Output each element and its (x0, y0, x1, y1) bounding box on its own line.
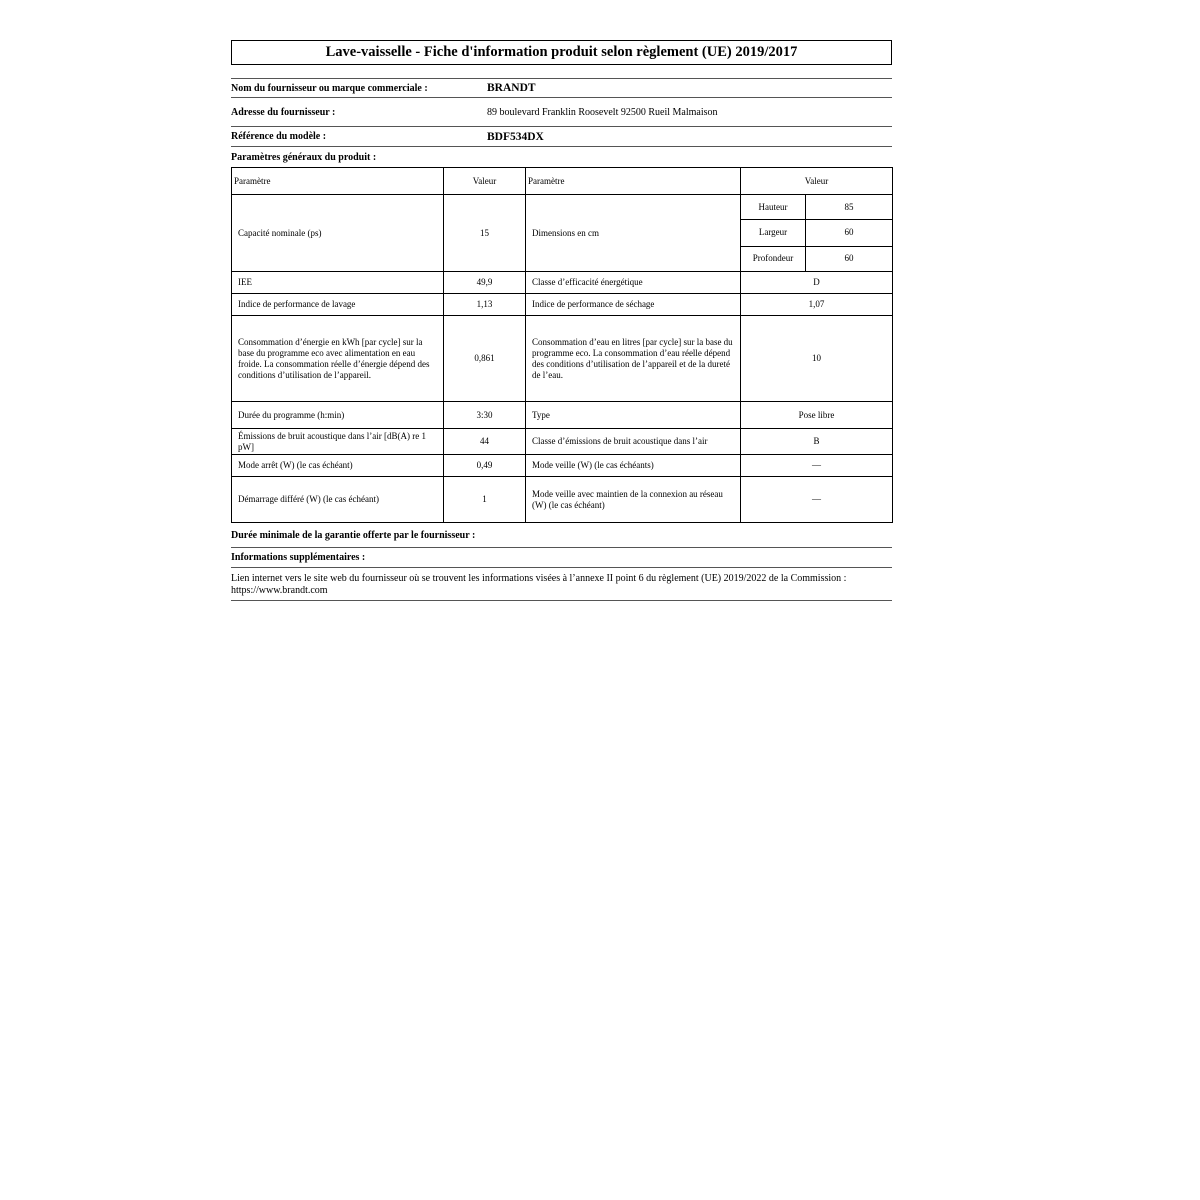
supplier-address-value: 89 boulevard Franklin Roosevelt 92500 Rueil Malmaison (487, 106, 718, 118)
supplier-address-row (231, 98, 892, 127)
noise-emissions-label: Émissions de bruit acoustique dans l’air [dB(A) re 1 pW] (232, 429, 444, 455)
noise-class-value: B (741, 429, 893, 455)
header-param-2: Paramètre (526, 168, 741, 195)
noise-emissions-value: 44 (444, 429, 526, 455)
product-information-sheet (231, 40, 892, 601)
supplier-name-label: Nom du fournisseur ou marque commerciale : (231, 82, 428, 94)
off-mode-value: 0,49 (444, 455, 526, 477)
iee-value: 49,9 (444, 272, 526, 294)
extra-info-row (231, 548, 892, 568)
capacity-label: Capacité nominale (ps) (232, 195, 444, 272)
table-row (232, 477, 893, 523)
width-label: Largeur (741, 220, 806, 246)
delay-start-value: 1 (444, 477, 526, 523)
dimensions-subtable (741, 195, 892, 271)
document-title: Lave-vaisselle - Fiche d'information produit selon règlement (UE) 2019/2017 (231, 40, 892, 65)
table-row (232, 294, 893, 316)
supplier-link-block (231, 568, 892, 601)
depth-value: 60 (806, 246, 893, 271)
table-row (232, 429, 893, 455)
energy-consumption-label: Consommation d’énergie en kWh [par cycle] sur la base du programme eco avec alimentation en eau froide. La consommation réelle d’énergie dépend des conditions d’utilisation de l’appareil. (232, 316, 444, 402)
header-param-1: Paramètre (232, 168, 444, 195)
table-row (232, 272, 893, 294)
water-consumption-label: Consommation d’eau en litres [par cycle] sur la base du programme eco. La consommation d’eau réelle dépend des conditions d’utilisation de l’appareil et de la dureté de l’eau. (526, 316, 741, 402)
warranty-label: Durée minimale de la garantie offerte par le fournisseur : (231, 529, 476, 541)
supplier-address-label: Adresse du fournisseur : (231, 106, 336, 118)
supplier-website-link[interactable]: https://www.brandt.com (231, 585, 328, 596)
height-value: 85 (844, 201, 854, 212)
wash-index-value: 1,13 (444, 294, 526, 316)
supplier-name-value: BRANDT (487, 82, 536, 94)
off-mode-label: Mode arrêt (W) (le cas échéant) (232, 455, 444, 477)
energy-consumption-value: 0,861 (444, 316, 526, 402)
program-duration-label: Durée du programme (h:min) (232, 402, 444, 429)
link-description: Lien internet vers le site web du fournisseur où se trouvent les informations visées à l’annexe II point 6 du règlement (UE) 2019/2022 de la Commission : (231, 573, 847, 584)
table-header-row (232, 168, 893, 195)
wash-index-label: Indice de performance de lavage (232, 294, 444, 316)
delay-start-label: Démarrage différé (W) (le cas échéant) (232, 477, 444, 523)
program-duration-value: 3:30 (444, 402, 526, 429)
warranty-row (231, 523, 892, 548)
width-value: 60 (806, 220, 893, 246)
dimensions-label: Dimensions en cm (526, 195, 741, 272)
iee-label: IEE (232, 272, 444, 294)
networked-standby-value: — (741, 477, 893, 523)
energy-class-value: D (741, 272, 893, 294)
water-consumption-value: 10 (741, 316, 893, 402)
standby-mode-label: Mode veille (W) (le cas échéants) (526, 455, 741, 477)
header-value-2: Valeur (741, 168, 893, 195)
model-reference-value: BDF534DX (487, 130, 544, 143)
dry-index-value: 1,07 (741, 294, 893, 316)
extra-info-label: Informations supplémentaires : (231, 552, 366, 563)
capacity-value: 15 (444, 195, 526, 272)
table-row (232, 195, 893, 272)
header-value-1: Valeur (444, 168, 526, 195)
energy-class-label: Classe d’efficacité énergétique (526, 272, 741, 294)
table-row (232, 455, 893, 477)
model-reference-label: Référence du modèle : (231, 131, 327, 142)
params-section-label: Paramètres généraux du produit : (231, 151, 377, 163)
height-label: Hauteur (741, 195, 806, 220)
depth-label: Profondeur (741, 246, 806, 271)
type-value: Pose libre (741, 402, 893, 429)
noise-class-label: Classe d’émissions de bruit acoustique dans l’air (526, 429, 741, 455)
standby-mode-value: — (741, 455, 893, 477)
table-row (232, 316, 893, 402)
table-row (232, 402, 893, 429)
dry-index-label: Indice de performance de séchage (526, 294, 741, 316)
model-reference-row (231, 127, 892, 147)
dimensions-cell (741, 195, 893, 272)
parameters-table (231, 167, 893, 523)
supplier-name-row (231, 78, 892, 98)
type-label: Type (526, 402, 741, 429)
networked-standby-label: Mode veille avec maintien de la connexion au réseau (W) (le cas échéant) (526, 477, 741, 523)
